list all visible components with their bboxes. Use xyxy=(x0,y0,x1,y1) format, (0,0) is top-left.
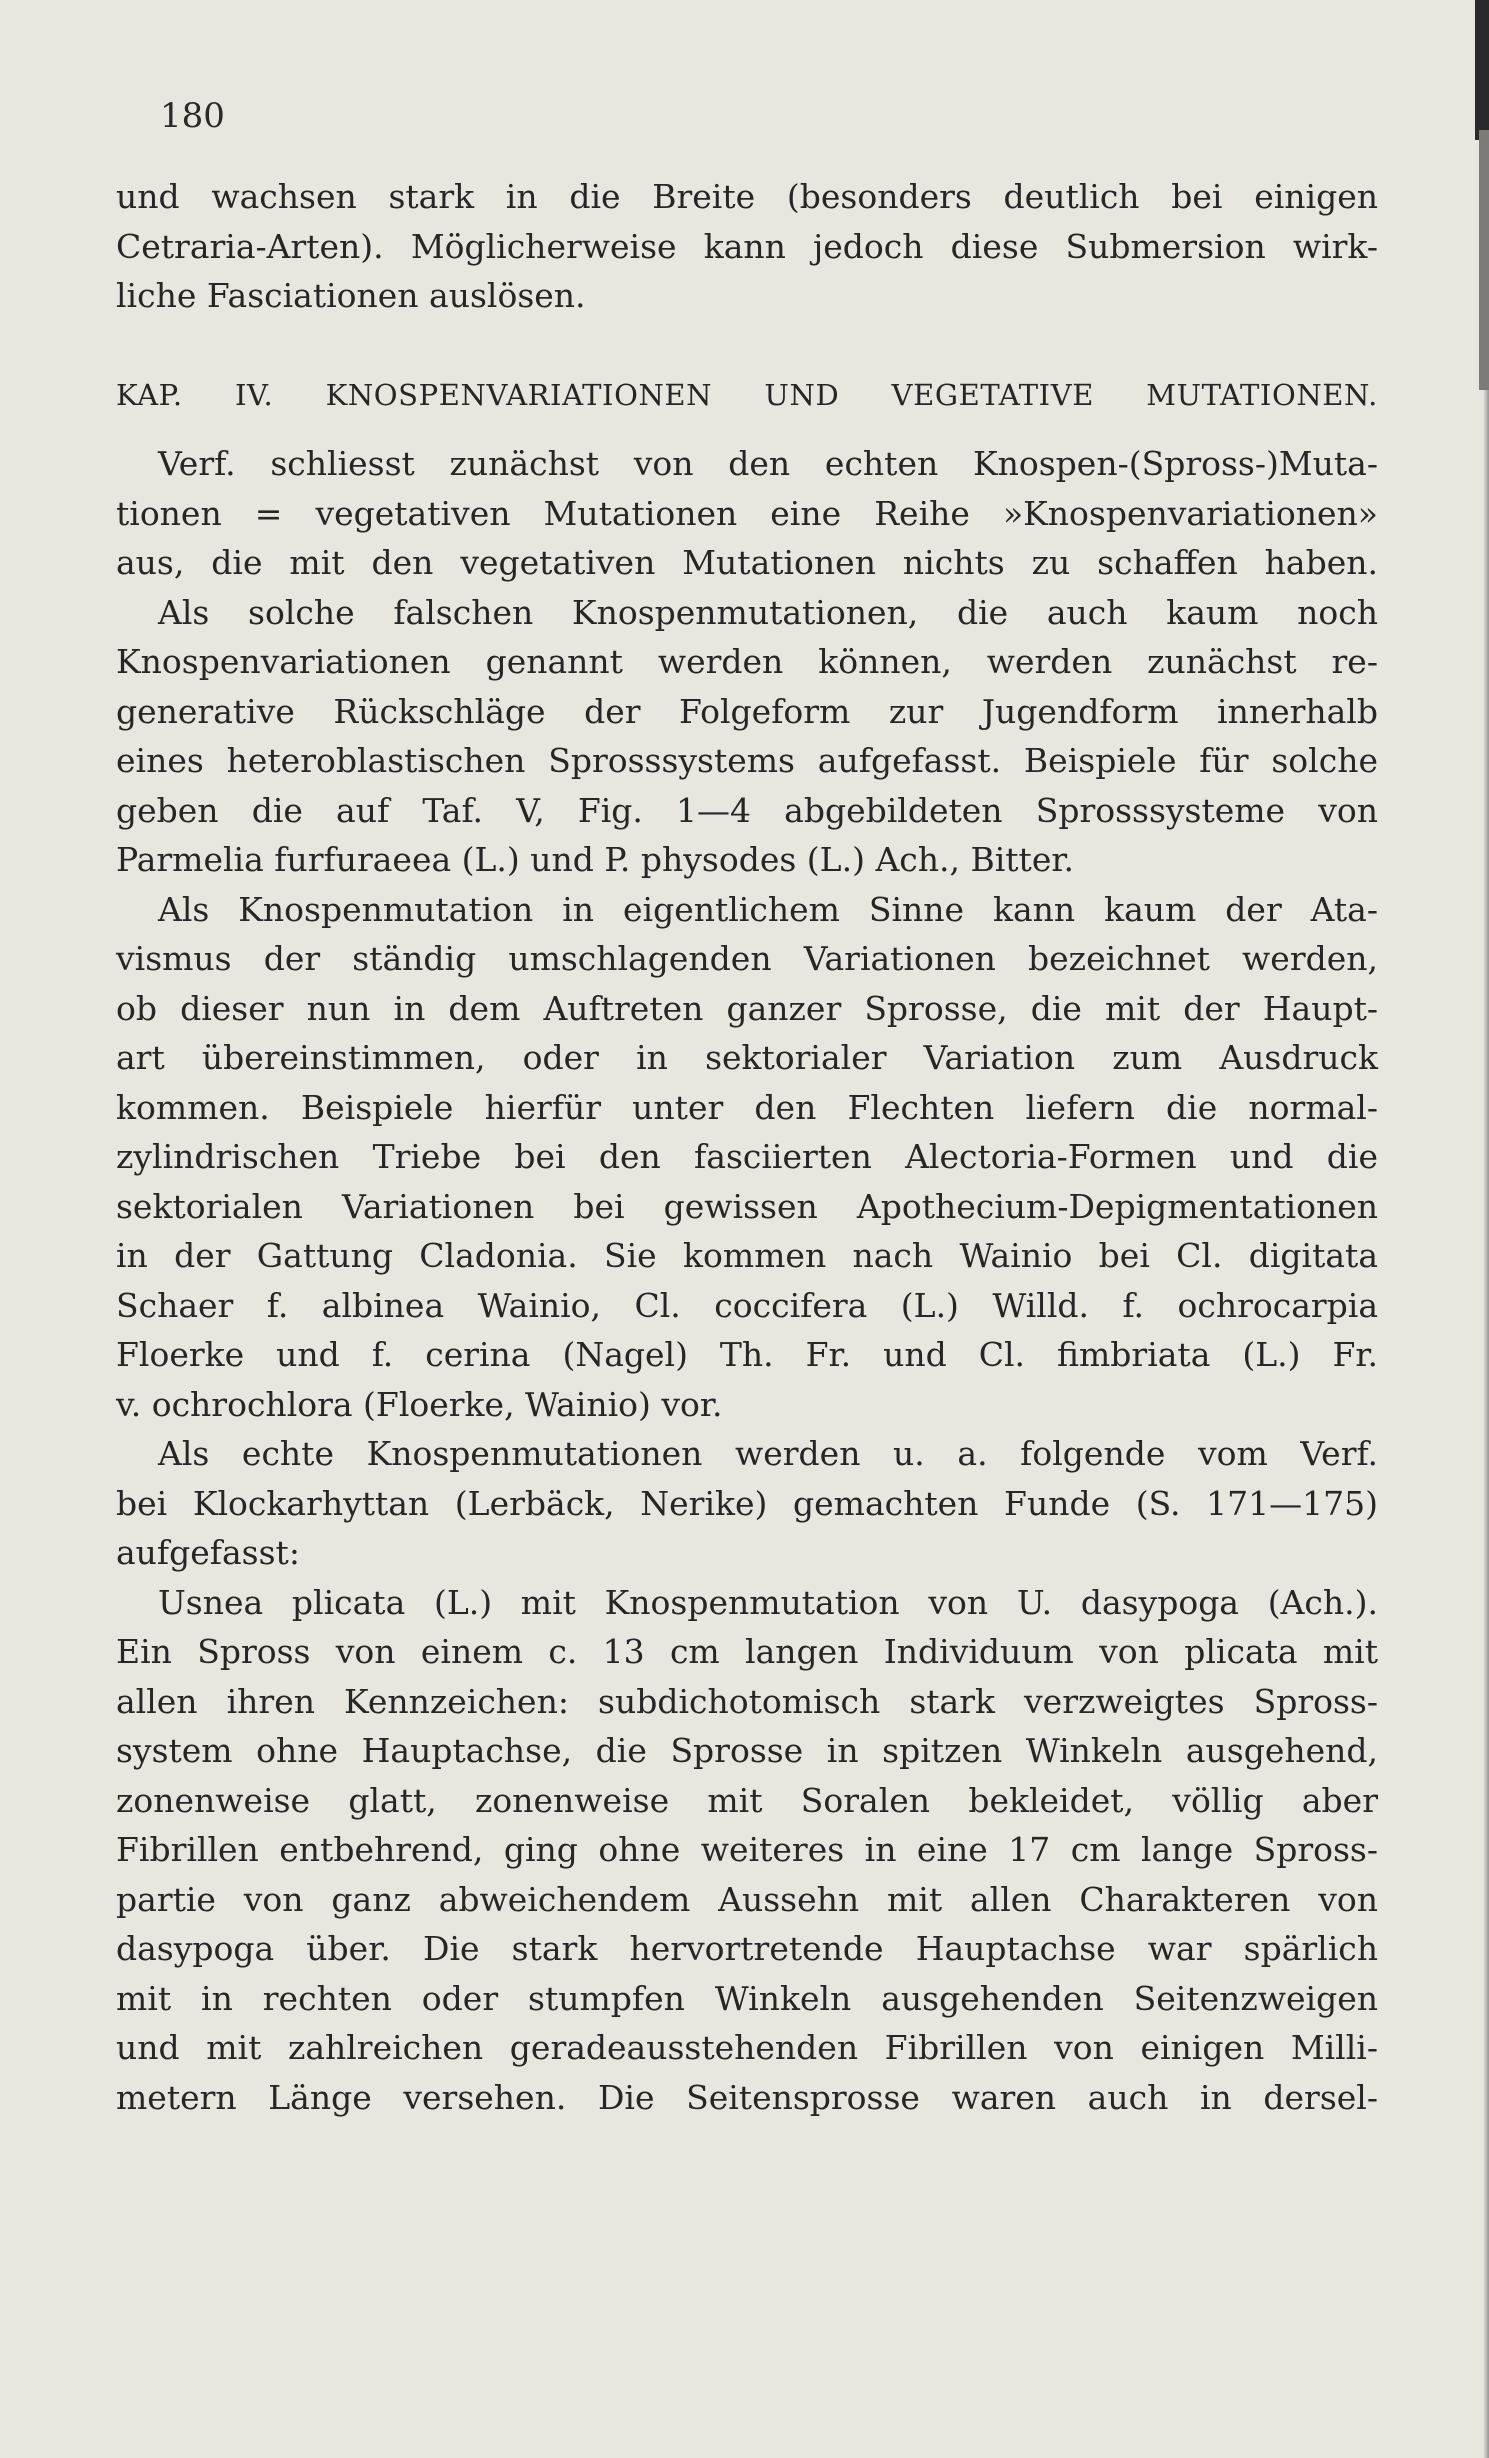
text-line: Parmelia furfuraeea (L.) und P. physodes (L.) Ach., Bitter. xyxy=(116,840,1074,879)
text-line: vismus der ständig umschlagenden Variationen bezeichnet werden, xyxy=(116,939,1378,978)
text-line: und wachsen stark in die Breite (besonders deutlich bei einigen xyxy=(116,177,1378,216)
spacer xyxy=(116,420,1378,439)
spacer xyxy=(116,321,1378,371)
text-line: Cetraria-Arten). Möglicherweise kann jedoch diese Submersion wirk- xyxy=(116,226,1378,266)
text-line: metern Länge versehen. Die Seitensprosse waren auch in dersel- xyxy=(116,2077,1378,2117)
text-line: und mit zahlreichen geradeausstehenden Fibrillen von einigen Milli- xyxy=(116,2028,1378,2067)
text-line: kommen. Beispiele hierfür unter den Flechten liefern die normal- xyxy=(116,1087,1378,1127)
text-line: dasypoga über. Die stark hervortretende Hauptachse war spärlich xyxy=(116,1929,1378,1968)
text-line: aufgefasst: xyxy=(116,1533,300,1572)
text-line: Fibrillen entbehrend, ging ohne weiteres in eine 17 cm lange Spross- xyxy=(116,1830,1378,1869)
page-edge-gray xyxy=(1479,130,1489,390)
text-body xyxy=(116,172,1378,2122)
text-line: Usnea plicata (L.) mit Knospenmutation von U. dasypoga (Ach.). xyxy=(158,1582,1378,1622)
text-line: aus, die mit den vegetativen Mutationen nichts zu schaffen haben. xyxy=(116,543,1378,582)
text-line: bei Klockarhyttan (Lerbäck, Nerike) gemachten Funde (S. 171—175) xyxy=(116,1483,1378,1523)
text-line: system ohne Hauptachse, die Sprosse in spitzen Winkeln ausgehend, xyxy=(116,1731,1378,1770)
text-line: tionen = vegetativen Mutationen eine Reihe »Knospenvariationen» xyxy=(116,493,1378,533)
text-line: partie von ganz abweichendem Aussehn mit allen Charakteren von xyxy=(116,1879,1378,1919)
text-line: Floerke und f. cerina (Nagel) Th. Fr. und Cl. fimbriata (L.) Fr. xyxy=(116,1335,1378,1374)
text-line: Als Knospenmutation in eigentlichem Sinne kann kaum der Ata- xyxy=(158,889,1378,929)
page-number: 180 xyxy=(160,96,225,136)
text-line: sektorialen Variationen bei gewissen Apothecium-Depigmentationen xyxy=(116,1186,1378,1226)
text-line: art übereinstimmen, oder in sektorialer Variation zum Ausdruck xyxy=(116,1038,1378,1077)
text-line: generative Rückschläge der Folgeform zur Jugendform innerhalb xyxy=(116,691,1378,731)
text-line: zylindrischen Triebe bei den fasciierten Alectoria-Formen und die xyxy=(116,1137,1378,1176)
text-line: zonenweise glatt, zonenweise mit Soralen bekleidet, völlig aber xyxy=(116,1780,1378,1820)
text-line: ob dieser nun in dem Auftreten ganzer Sprosse, die mit der Haupt- xyxy=(116,988,1378,1028)
text-line: Knospenvariationen genannt werden können, werden zunächst re- xyxy=(116,642,1378,681)
text-line: mit in rechten oder stumpfen Winkeln ausgehenden Seitenzweigen xyxy=(116,1978,1378,2018)
text-line: Ein Spross von einem c. 13 cm langen Individuum von plicata mit xyxy=(116,1632,1378,1671)
text-line: in der Gattung Cladonia. Sie kommen nach Wainio bei Cl. digitata xyxy=(116,1236,1378,1275)
text-line: liche Fasciationen auslösen. xyxy=(116,276,586,315)
text-line: Verf. schliesst zunächst von den echten Knospen-(Spross-)Muta- xyxy=(158,444,1378,483)
text-line: eines heteroblastischen Sprosssystems aufgefasst. Beispiele für solche xyxy=(116,741,1378,780)
text-line: allen ihren Kennzeichen: subdichotomisch stark verzweigtes Spross- xyxy=(116,1681,1378,1721)
text-line: Schaer f. albinea Wainio, Cl. coccifera (L.) Willd. f. ochrocarpia xyxy=(116,1285,1378,1325)
text-line: Als solche falschen Knospenmutationen, die auch kaum noch xyxy=(158,592,1378,632)
text-line: geben die auf Taf. V, Fig. 1—4 abgebildeten Sprosssysteme von xyxy=(116,790,1378,830)
chapter-heading: KAP. IV. KNOSPENVARIATIONEN UND VEGETATIVE MUTATIONEN. xyxy=(116,377,1378,412)
text-line: v. ochrochlora (Floerke, Wainio) vor. xyxy=(116,1384,723,1424)
page-edge-dark-top xyxy=(1475,0,1489,140)
text-line: Als echte Knospenmutationen werden u. a. folgende vom Verf. xyxy=(158,1434,1378,1473)
